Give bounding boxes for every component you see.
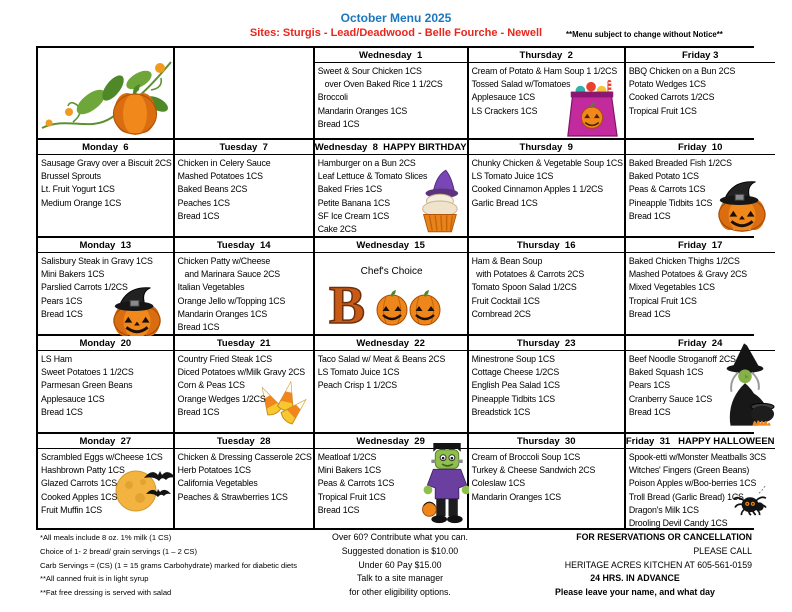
menu-item: Italian Vegetables <box>177 282 245 293</box>
calendar-cell <box>626 336 775 432</box>
menu-items <box>38 155 173 210</box>
menu-items <box>175 351 313 419</box>
menu-item: Peach Crisp 1 1/2CS <box>317 380 397 391</box>
menu-item: Hamburger on a Bun 2CS <box>317 158 416 168</box>
menu-item: Bread 1CS <box>177 210 220 221</box>
footnotes-block <box>40 531 297 600</box>
pumpkin-vine-icon <box>39 52 178 136</box>
menu-item: Salisbury Steak in Gravy 1CS <box>41 256 153 266</box>
menu-item: Mandarin Oranges 1CS <box>177 308 268 319</box>
day-label: Monday 6 <box>38 140 173 155</box>
menu-item: Cream of Potato & Ham Soup 1 1/2CS <box>471 66 618 76</box>
day-label: Monday 20 <box>38 336 173 351</box>
menu-items <box>38 449 173 517</box>
reservations-block <box>518 531 752 600</box>
calendar-grid <box>36 46 775 530</box>
menu-item: Mandarin Oranges 1CS <box>471 491 561 502</box>
menu-item: Mini Bakers 1CS <box>41 269 105 280</box>
menu-item: Peaches 1CS <box>177 197 230 208</box>
calendar-cell <box>315 336 467 432</box>
menu-items <box>469 351 624 419</box>
menu-item: Breadstick 1CS <box>471 406 531 417</box>
menu-item: Cranberry Sauce 1CS <box>628 393 713 404</box>
menu-item: Baked Chicken Thighs 1/2CS <box>628 256 740 266</box>
menu-item: Scrambled Eggs w/Cheese 1CS <box>41 452 163 462</box>
menu-item: Petite Banana 1CS <box>317 197 390 208</box>
calendar-cell <box>469 434 624 528</box>
menu-item: Mashed Potatoes 1CS <box>177 171 263 182</box>
menu-item: Fruit Cocktail 1CS <box>471 295 540 306</box>
menu-item: English Pea Salad 1CS <box>471 380 560 391</box>
menu-item: Dragon's Milk 1CS <box>628 504 699 515</box>
menu-items <box>626 63 775 118</box>
menu-item: Pineapple Tidbits 1CS <box>628 197 713 208</box>
calendar-cell <box>175 140 313 236</box>
footnote-line: Choice of 1- 2 bread/ grain servings (1 – 2 CS) <box>40 546 198 556</box>
calendar-cell <box>315 140 467 236</box>
calendar-cell <box>38 140 173 236</box>
menu-item: Tropical Fruit 1CS <box>628 295 697 306</box>
menu-item: Bread 1CS <box>317 504 360 515</box>
menu-item: Pineapple Tidbits 1CS <box>471 393 555 404</box>
day-label: Wednesday 1 <box>315 48 467 63</box>
menu-item: Chicken in Celery Sauce <box>177 158 271 168</box>
menu-item: LS Tomato Juice 1CS <box>317 367 400 378</box>
menu-item: Cooked Cinnamon Apples 1 1/2CS <box>471 184 604 195</box>
menu-items <box>38 253 173 321</box>
menu-items <box>175 253 313 334</box>
menu-item: with Potatoes & Carrots 2CS <box>471 269 585 280</box>
calendar-cell <box>315 434 467 528</box>
menu-item: SF Ice Cream 1CS <box>317 210 390 221</box>
day-label: Wednesday 15 <box>315 238 467 253</box>
boo-icon <box>329 276 441 328</box>
menu-item: Pears 1CS <box>41 295 83 306</box>
menu-item: and Marinara Sauce 2CS <box>177 269 280 280</box>
menu-items <box>315 449 467 517</box>
menu-item: Broccoli <box>317 92 348 103</box>
menu-item: Tossed Salad w/Tomatoes <box>471 79 571 90</box>
menu-item: Fruit Muffin 1CS <box>41 504 102 515</box>
menu-item: Garlic Bread 1CS <box>471 197 538 208</box>
menu-item: Cake 2CS <box>317 224 357 235</box>
menu-item: Chef's Choice <box>360 266 423 277</box>
menu-item: Meatloaf 1/2CS <box>317 452 377 462</box>
menu-item: Taco Salad w/ Meat & Beans 2CS <box>317 354 446 364</box>
menu-items <box>315 253 467 278</box>
calendar-cell <box>175 336 313 432</box>
menu-item: Chicken Patty w/Cheese <box>177 256 271 266</box>
reservation-line: FOR RESERVATIONS OR CANCELLATION <box>576 532 752 542</box>
menu-item: Bread 1CS <box>628 406 671 417</box>
reservation-line: Please leave your name, and what day <box>555 587 715 598</box>
menu-item: Mandarin Oranges 1CS <box>317 105 408 116</box>
calendar-cell <box>626 434 775 528</box>
calendar-cell <box>315 48 467 138</box>
donation-line: Suggested donation is $10.00 <box>341 545 459 556</box>
day-label: Monday 13 <box>38 238 173 253</box>
menu-item: Bread 1CS <box>177 322 220 333</box>
day-label: Wednesday 8 HAPPY BIRTHDAY <box>314 142 467 153</box>
footnote-line: *All meals include 8 oz. 1% milk (1 CS) <box>40 533 172 542</box>
menu-item: Cornbread 2CS <box>471 308 531 319</box>
menu-item: Bread 1CS <box>41 308 83 319</box>
menu-item: Sweet Potatoes 1 1/2CS <box>41 367 134 378</box>
menu-item: Turkey & Cheese Sandwich 2CS <box>471 465 596 476</box>
menu-item: Cooked Carrots 1/2CS <box>628 92 715 103</box>
menu-item: LS Ham <box>41 354 72 364</box>
menu-item: Baked Squash 1CS <box>628 367 704 378</box>
calendar-cell <box>38 238 173 334</box>
menu-items <box>469 449 624 504</box>
calendar-cell <box>315 238 467 334</box>
day-label: Thursday 9 <box>469 140 624 155</box>
day-label: Thursday 16 <box>469 238 624 253</box>
page-title: October Menu 2025 <box>340 11 452 25</box>
menu-item: California Vegetables <box>177 478 258 489</box>
calendar-cell <box>626 238 775 334</box>
menu-items <box>626 449 775 530</box>
day-label: Tuesday 28 <box>175 434 313 449</box>
menu-item: Brussel Sprouts <box>41 171 101 182</box>
menu-item: LS Crackers 1CS <box>471 105 538 116</box>
menu-item: Herb Potatoes 1CS <box>177 465 251 476</box>
menu-item: Parslied Carrots 1/2CS <box>41 282 128 293</box>
menu-items <box>626 155 775 223</box>
menu-item: Leaf Lettuce & Tomato Slices <box>317 171 428 182</box>
menu-item: BBQ Chicken on a Bun 2CS <box>628 66 736 76</box>
calendar-cell <box>38 48 173 138</box>
menu-item: Baked Breaded Fish 1/2CS <box>628 158 732 168</box>
menu-item: Applesauce 1CS <box>471 92 536 103</box>
donation-block <box>300 531 500 600</box>
donation-line: for other eligibility options. <box>349 587 451 598</box>
day-label: Friday 24 <box>626 336 775 351</box>
menu-items <box>38 351 173 419</box>
menu-item: Sweet & Sour Chicken 1CS <box>317 66 422 76</box>
menu-item: Bread 1CS <box>628 308 671 319</box>
menu-item: Baked Potato 1CS <box>628 171 699 182</box>
menu-item: Troll Bread (Garlic Bread) 1CS <box>628 491 744 502</box>
day-label: Tuesday 7 <box>175 140 313 155</box>
footnote-line: **Fat free dressing is served with salad <box>40 588 172 598</box>
menu-item: LS Tomato Juice 1CS <box>471 171 554 182</box>
menu-item: Mixed Vegetables 1CS <box>628 282 715 293</box>
calendar-cell <box>38 434 173 528</box>
menu-item: Parmesan Green Beans <box>41 380 133 391</box>
day-label: Monday 27 <box>38 434 173 449</box>
calendar-cell <box>469 336 624 432</box>
reservation-line: HERITAGE ACRES KITCHEN AT 605-561-0159 <box>564 559 752 570</box>
calendar-cell <box>38 336 173 432</box>
menu-item: Ham & Bean Soup <box>471 256 543 266</box>
day-label: Thursday 30 <box>469 434 624 449</box>
menu-item: Baked Fries 1CS <box>317 184 382 195</box>
menu-item: Country Fried Steak 1CS <box>177 354 272 364</box>
menu-item: Pears 1CS <box>628 380 671 391</box>
menu-items <box>175 48 313 50</box>
calendar-cell <box>469 140 624 236</box>
menu-item: Orange Jello w/Topping 1CS <box>177 295 286 306</box>
menu-item: Applesauce 1CS <box>41 393 105 404</box>
menu-item: Witches' Fingers (Green Beans) <box>628 465 750 476</box>
calendar-cell <box>175 48 313 138</box>
menu-item: Cottage Cheese 1/2CS <box>471 367 560 378</box>
menu-items <box>626 253 775 321</box>
menu-item: Chicken & Dressing Casserole 2CS <box>177 452 312 462</box>
calendar-cell <box>175 238 313 334</box>
sites-subtitle: Sites: Sturgis - Lead/Deadwood - Belle Fourche - Newell <box>249 27 543 39</box>
day-label: Friday 31 HAPPY HALLOWEEN <box>625 436 775 447</box>
calendar-cell <box>469 48 624 138</box>
menu-item: Diced Potatoes w/Milk Gravy 2CS <box>177 367 305 378</box>
menu-item: Medium Orange 1CS <box>41 197 122 208</box>
menu-item: Drooling Devil Candy 1CS <box>628 518 728 529</box>
menu-item: Poison Apples w/Boo-berries 1CS <box>628 478 757 489</box>
menu-item: Tropical Fruit 1CS <box>628 105 697 116</box>
menu-item: Bread 1CS <box>177 406 220 417</box>
day-label: Thursday 2 <box>469 48 624 63</box>
menu-item: Hashbrown Patty 1CS <box>41 465 125 476</box>
menu-item: Cream of Broccoli Soup 1CS <box>471 452 581 462</box>
footnote-line: Carb Servings = (CS) (1 = 15 grams Carbohydrate) marked for diabetic diets <box>40 560 298 570</box>
menu-item: Minestrone Soup 1CS <box>471 354 555 364</box>
menu-item: Peas & Carrots 1CS <box>628 184 706 195</box>
menu-item: over Oven Baked Rice 1 1/2CS <box>317 79 443 90</box>
menu-item: Orange Wedges 1/2CS <box>177 393 266 404</box>
menu-item: Corn & Peas 1CS <box>177 380 245 391</box>
footnote-line: **All canned fruit is in light syrup <box>40 574 149 584</box>
reservation-line: PLEASE CALL <box>693 545 752 556</box>
menu-items <box>175 449 313 504</box>
day-label: Friday 10 <box>626 140 775 155</box>
calendar-cell <box>626 140 775 236</box>
calendar-cell <box>175 434 313 528</box>
menu-item: Bread 1CS <box>628 210 671 221</box>
menu-item: Bread 1CS <box>41 406 83 417</box>
menu-item: Tomato Spoon Salad 1/2CS <box>471 282 577 293</box>
calendar-cell <box>469 238 624 334</box>
menu-item: Coleslaw 1CS <box>471 478 526 489</box>
menu-item: Mashed Potatoes & Gravy 2CS <box>628 269 748 280</box>
day-label: Tuesday 14 <box>175 238 313 253</box>
menu-item: Potato Wedges 1CS <box>628 79 706 90</box>
menu-items <box>315 63 467 131</box>
calendar-cell <box>626 48 775 138</box>
menu-change-notice: **Menu subject to change without Notice** <box>566 30 723 39</box>
donation-line: Talk to a site manager <box>356 573 444 584</box>
menu-items <box>626 351 775 419</box>
menu-item: Tropical Fruit 1CS <box>317 491 386 502</box>
menu-items <box>175 155 313 223</box>
day-label: Friday 17 <box>626 238 775 253</box>
menu-items <box>315 155 467 236</box>
menu-item: Bread 1CS <box>317 118 360 129</box>
donation-line: Over 60? Contribute what you can. <box>332 532 468 542</box>
day-label: Wednesday 29 <box>315 434 467 449</box>
menu-item: Mini Bakers 1CS <box>317 465 381 476</box>
svg-text:B: B <box>328 276 365 328</box>
menu-item: Chunky Chicken & Vegetable Soup 1CS <box>471 158 623 168</box>
day-label: Wednesday 22 <box>315 336 467 351</box>
menu-item: Peaches & Strawberries 1CS <box>177 491 288 502</box>
menu-item: Spook-etti w/Monster Meatballs 3CS <box>628 452 767 462</box>
menu-item: Sausage Gravy over a Biscuit 2CS <box>41 158 172 168</box>
menu-item: Beef Noodle Stroganoff 2CS <box>628 354 736 364</box>
day-label: Thursday 23 <box>469 336 624 351</box>
menu-item: Baked Beans 2CS <box>177 184 248 195</box>
menu-items <box>315 351 467 393</box>
menu-items <box>469 63 624 118</box>
donation-line: Under 60 Pay $15.00 <box>358 559 442 570</box>
menu-item: Peas & Carrots 1CS <box>317 478 395 489</box>
menu-items <box>469 253 624 321</box>
menu-item: Glazed Carrots 1CS <box>41 478 118 489</box>
menu-items <box>469 155 624 210</box>
reservation-line: 24 HRS. IN ADVANCE <box>590 573 680 584</box>
day-label: Tuesday 21 <box>175 336 313 351</box>
menu-item: Lt. Fruit Yogurt 1CS <box>41 184 115 195</box>
menu-items <box>38 48 173 50</box>
day-label: Friday 3 <box>626 48 775 63</box>
menu-item: Cooked Apples 1CS <box>41 491 118 502</box>
